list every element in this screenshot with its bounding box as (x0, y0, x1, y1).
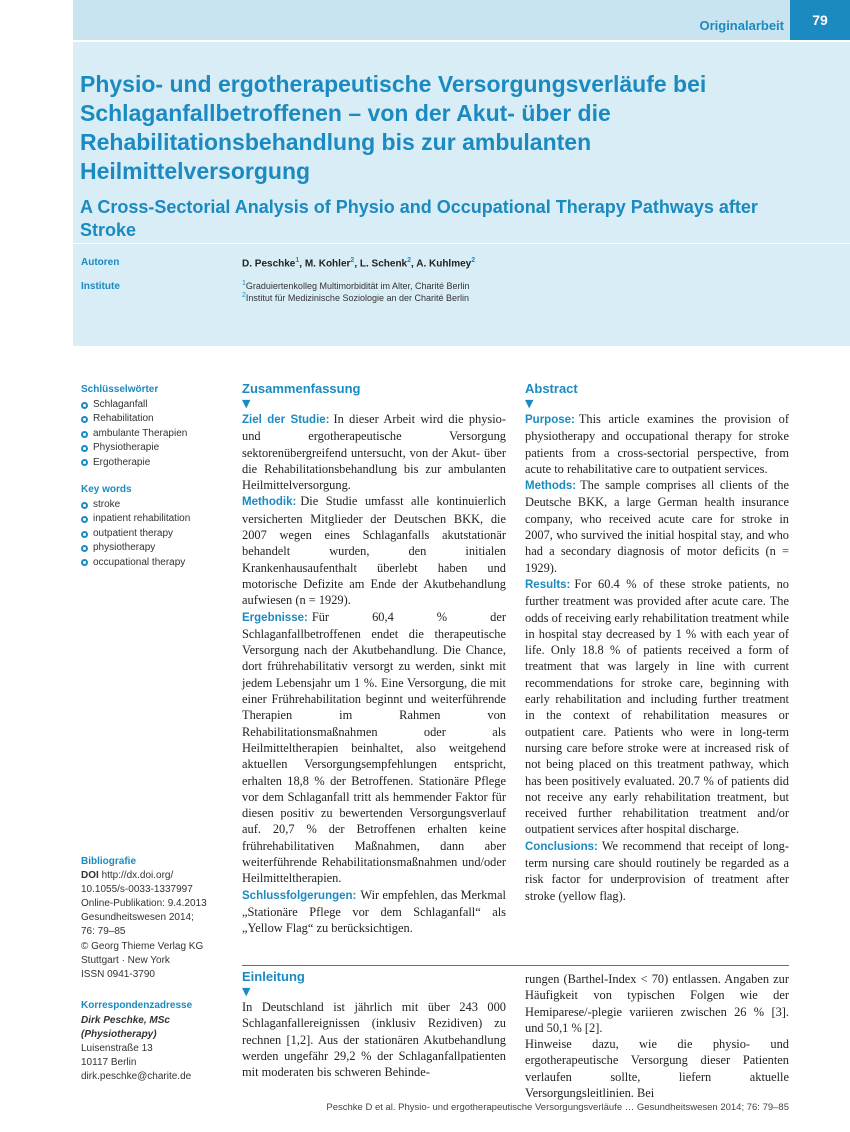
abstract-de-heading: Zusammenfassung (242, 381, 361, 396)
page-footer: Peschke D et al. Physio- und ergotherapeutische Versorgungsverläufe … Gesundheitswesen 2014; 76: 79–85 (326, 1102, 789, 1113)
bullet-icon (81, 559, 88, 566)
title-german: Physio- und ergotherapeutische Versorgungsverläufe bei Schlaganfallbetroffenen – von der Akut- über die Rehabilitationsbehandlung bis zur ambulanten Heilmittelversorgung (80, 71, 707, 184)
abstract-paragraph: Conclusions: We recommend that receipt of long-term nursing care should routinely be regarded as a risk factor for underprovision of treatment after stroke (yellow flag). (525, 838, 789, 903)
abstract-paragraph: Ergebnisse: Für 60,4 % der Schlaganfallbetroffenen endet die therapeutische Versorgung nach der Akutbehandlung. Die Chance, dort frührehabilitativ versorgt zu werden, sinkt mit jedem Lebensjahr um 1 %. Eine Versorgung, die mit einer Frührehabilitation beginnt und weiterführende Therapien im Rahmen von Rehabilitationsmaßnahmen oder als Heilmitteltherapien beinhaltet, also weitgehend aktuellen Versorgungsempfehlungen entspricht, erhalten 18,8 % der Betroffenen. Stationäre Pflege vor dem Schlaganfall tritt als hemmender Faktor für diesen positiv zu bewertenden Versorgungsverlauf auf. 20,7 % der Betroffenen erhalten keine frührehabilitativen Maßnahmen, dann aber weiterführende Rehabilitationsmaßnahmen und/oder Heilmitteltherapien. (242, 609, 506, 886)
section-marker-icon: ▼ (242, 985, 251, 998)
abstract-en-heading: Abstract (525, 381, 578, 396)
bullet-icon (81, 502, 88, 509)
bullet-icon (81, 445, 88, 452)
bullet-icon (81, 516, 88, 523)
meta-divider (73, 243, 850, 244)
correspondence-heading: Korrespondenzadresse (81, 1000, 193, 1011)
correspondence-email[interactable]: dirk.peschke@charite.de (81, 1071, 192, 1083)
bullet-icon (81, 545, 88, 552)
abstract-english (525, 381, 789, 904)
abstract-paragraph: Methodik: Die Studie umfasst alle kontinuierlich versicherten Mitglieder der Deutschen BKK, die 2007 wegen eines Schlaganfalls akutstationär behandelt wurden, den initialen Krankenhausaufenthalt überlebt haben und motorische Defizite am Ende der Akutbehandlung aufwiesen (n = 1929). (242, 494, 506, 608)
introduction-right (525, 971, 789, 1101)
title-english: A Cross-Sectorial Analysis of Physio and Occupational Therapy Pathways after Stroke (80, 197, 758, 240)
institute: $^2$Institut für Medizinische Soziologie an der Charité Berlin (242, 292, 470, 303)
keyword-item: Rehabilitation (81, 412, 231, 426)
online-date: Online-Publikation: 9.4.2013 (81, 898, 207, 910)
introduction-left (242, 969, 506, 1080)
keyword-item: occupational therapy (81, 556, 231, 570)
bullet-icon (81, 416, 88, 423)
keyword-item: Schlaganfall (81, 398, 231, 412)
abstract-paragraph: Schlussfolgerungen: Wir empfehlen, das Merkmal „Stationäre Pflege vor dem Schlaganfall“ als „Yellow Flag“ zu berücksichtigen. (242, 887, 506, 936)
keyword-item: stroke (81, 498, 231, 512)
section-marker-icon: ▼ (525, 397, 534, 410)
section-marker-icon: ▼ (242, 397, 251, 410)
keywords-de-heading: Schlüsselwörter (81, 384, 159, 395)
intro-paragraph: rungen (Barthel-Index < 70) entlassen. Angaben zur Häufigkeit von typischen Folgen wie der Hemiparese/-plegie variieren zwischen 26 % [3]. und 50,1 % [2]. (525, 972, 789, 1035)
correspondence-name: Dirk Peschke, MSc (Physiotherapy) (81, 1015, 170, 1041)
page-number: 79 (790, 0, 850, 40)
abstract-german (242, 381, 506, 937)
abstract-paragraph: Purpose: This article examines the provision of physiotherapy and occupational therapy for stroke patients from a cross-sectorial perspective, from acute to rehabilitative care to outpatient services. (525, 412, 789, 476)
keyword-item: physiotherapy (81, 541, 231, 555)
keywords-sidebar (81, 384, 231, 584)
bullet-icon (81, 402, 88, 409)
keywords-de-list (81, 398, 231, 470)
bullet-icon (81, 431, 88, 438)
authors-label: Autoren (81, 257, 120, 268)
section-label: Originalarbeit (699, 18, 784, 33)
correspondence-city: 10117 Berlin (81, 1057, 137, 1069)
header-bar (73, 0, 850, 40)
author: L. Schenk (359, 258, 408, 270)
bibliography-heading: Bibliografie (81, 856, 137, 867)
keyword-item: ambulante Therapien (81, 427, 231, 441)
intro-paragraph: Hinweise dazu, wie die physio- und ergotherapeutische Versorgung dieser Patienten verlaufen sollte, liefern aktuelle Versorgungsleitlinien. Bei (525, 1037, 789, 1101)
intro-divider (242, 965, 789, 966)
issn: ISSN 0941-3790 (81, 968, 155, 980)
journal: Gesundheitswesen 2014; (81, 912, 194, 924)
correspondence-street: Luisenstraße 13 (81, 1043, 153, 1055)
bullet-icon (81, 459, 88, 466)
doi-id: 10.1055/s-0033-1337997 (81, 884, 193, 896)
abstract-paragraph: Methods: The sample comprises all clients of the Deutsche BKK, a large German health insurance company, who received acute care for stroke in 2007, who survived the initial hospital stay, and who had a secondary diagnosis of motor deficits (n = 1929). (525, 478, 789, 575)
copyright: © Georg Thieme Verlag KG (81, 940, 204, 952)
keywords-en-heading: Key words (81, 484, 132, 496)
abstract-paragraph: Results: For 60.4 % of these stroke patients, no further treatment was provided after acute care. The odds of receiving early rehabilitation treatment while in hospital stay decreased by 1 % with each year of life. Only 18.8 % of patients received a form of treatment that was largely in line with current recommendations for stroke care, beginning with early rehabilitation and including further treatment in the context of rehabilitation measures or outpatient care. Patients who were in long-term nursing care before stroke were at increased risk of not being placed on this treatment pathway, which has been positively evaluated. 20.7 % of patients did not receive any early rehabilitation treatment, but received further rehabilitation treatment and/or outpatient services after hospital discharge. (525, 576, 789, 837)
bibliography-block (81, 855, 231, 982)
doi-link[interactable]: http://dx.doi.org/ (101, 870, 174, 882)
doi-line: DOI http://dx.doi.org/ (81, 870, 174, 882)
author: M. Kohler (304, 258, 351, 270)
institute: $^1$Graduiertenkolleg Multimorbidität im Alter, Charité Berlin (242, 280, 470, 291)
intro-paragraph: In Deutschland ist jährlich mit über 243 000 Schlaganfallereignissen (inklusiv Rezidiven) zu rechnen [1,2]. Aus der stationären Akutbehandlung werden ungefähr 29,2 % der Schlaganfallpatienten mit moderaten bis schweren Behinde- (242, 1000, 506, 1080)
keyword-item: Ergotherapie (81, 456, 231, 470)
institutes-label: Institute (81, 281, 120, 292)
authors-list: D. Peschke$^1$, M. Kohler$^2$, L. Schenk$^2$, A. Kuhlmey$^2$ (242, 257, 476, 270)
keyword-item: outpatient therapy (81, 527, 231, 541)
volume: 76: 79–85 (81, 926, 126, 938)
keyword-item: inpatient rehabilitation (81, 512, 231, 526)
author: A. Kuhlmey (416, 258, 472, 270)
introduction-heading: Einleitung (242, 969, 305, 984)
abstract-paragraph: Ziel der Studie: In dieser Arbeit wird die physio- und ergotherapeutische Versorgung sektorenübergreifend untersucht, von der Akut- über die Rehabilitationsbehandlung bis zur ambulanten Heilmittelversorgung. (242, 412, 506, 493)
bullet-icon (81, 531, 88, 538)
correspondence-block (81, 999, 231, 1085)
keyword-item: Physiotherapie (81, 441, 231, 455)
publisher-place: Stuttgart · New York (81, 954, 170, 966)
author: D. Peschke (242, 258, 296, 270)
keywords-en-list (81, 498, 231, 570)
